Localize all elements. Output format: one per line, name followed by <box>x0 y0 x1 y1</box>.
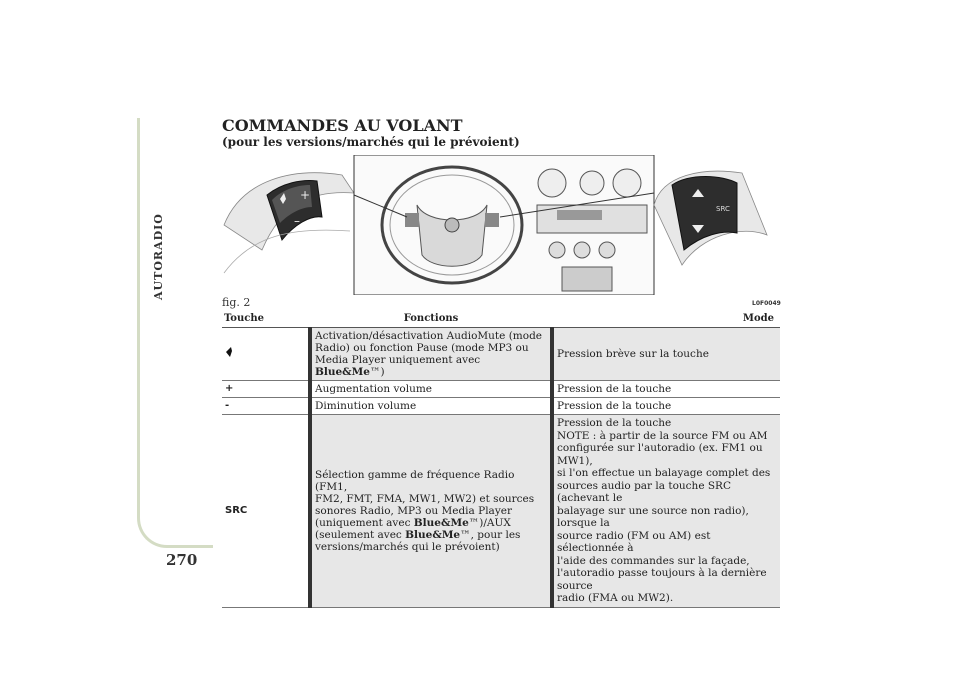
brand-name: Blue&Me <box>405 528 461 541</box>
key-cell: + <box>222 381 310 398</box>
fn-text: ™, pour les <box>460 528 521 541</box>
header-fonctions: Fonctions <box>310 311 552 328</box>
mode-line: balayage sur une source non radio), lorsque la <box>557 504 749 529</box>
fn-line: Radio) ou fonction Pause (mode MP3 ou <box>315 342 529 354</box>
fn-line: versions/marchés qui le prévoient) <box>315 540 500 553</box>
page-number: 270 <box>166 551 198 569</box>
fn-line: Activation/désactivation AudioMute (mode <box>315 330 543 342</box>
key-cell: - <box>222 398 310 415</box>
fn-line: Sélection gamme de fréquence Radio (FM1, <box>315 468 515 493</box>
page-margin-rule <box>137 118 213 548</box>
function-cell <box>310 415 552 608</box>
mode-cell <box>552 415 780 608</box>
controls-table <box>222 311 780 608</box>
table-row <box>222 415 780 608</box>
table-row <box>222 381 780 398</box>
mode-line: NOTE : à partir de la source FM ou AM <box>557 429 768 442</box>
fn-line <box>315 517 547 529</box>
mode-line: l'aide des commandes sur la façade, <box>557 554 750 567</box>
brand-name: Blue&Me <box>315 366 370 378</box>
mode-cell: Pression de la touche <box>552 398 780 415</box>
table-row <box>222 328 780 381</box>
table-row <box>222 398 780 415</box>
steering-controls-figure <box>222 155 782 295</box>
figure-code: L0F0049 <box>752 300 781 307</box>
key-cell: SRC <box>222 415 310 608</box>
function-cell: Augmentation volume <box>310 381 552 398</box>
page-subtitle: (pour les versions/marchés qui le prévoient) <box>222 135 520 149</box>
mode-line: Pression de la touche <box>557 417 672 429</box>
fn-text: ™) <box>369 366 385 378</box>
mode-cell: Pression de la touche <box>552 381 780 398</box>
header-mode: Mode <box>552 311 780 328</box>
mode-line: si l'on effectue un balayage complet des <box>557 467 771 479</box>
fn-text: (seulement avec <box>315 528 406 541</box>
fn-text: ™)/AUX <box>468 516 511 529</box>
right-controls-detail <box>654 171 767 265</box>
mode-line: radio (FMA ou MW2). <box>557 592 674 604</box>
mode-line: source radio (FM ou AM) est sélectionnée à <box>557 529 711 554</box>
fn-line <box>315 529 547 541</box>
section-label: AUTORADIO <box>152 213 165 300</box>
left-plus-label: + <box>300 188 311 202</box>
mode-line: l'autoradio passe toujours à la dernière source <box>557 567 767 592</box>
header-touche: Touche <box>222 311 310 328</box>
fn-text: (uniquement avec <box>315 516 414 529</box>
function-cell: Diminution volume <box>310 398 552 415</box>
mode-cell: Pression brève sur la touche <box>552 328 780 381</box>
table-header-row <box>222 311 780 328</box>
mode-line: configurée sur l'autoradio (ex. FM1 ou MW1), <box>557 442 763 467</box>
fn-line: sonores Radio, MP3 ou Media Player <box>315 504 512 517</box>
key-cell <box>222 328 310 381</box>
page-title: COMMANDES AU VOLANT <box>222 116 463 135</box>
mode-line: sources audio par la touche SRC (achevant le <box>557 479 731 504</box>
function-cell <box>310 328 552 381</box>
brand-name: Blue&Me <box>413 516 469 529</box>
left-controls-detail <box>224 173 354 273</box>
figure-caption: fig. 2 <box>222 296 251 309</box>
dashboard-illustration <box>354 155 654 295</box>
right-src-label: SRC <box>716 205 730 213</box>
fn-text: Media Player uniquement avec <box>315 354 481 366</box>
fn-line: FM2, FMT, FMA, MW1, MW2) et sources <box>315 492 535 505</box>
fn-line <box>315 354 547 378</box>
left-minus-label: – <box>294 214 300 228</box>
mute-icon <box>225 346 235 358</box>
